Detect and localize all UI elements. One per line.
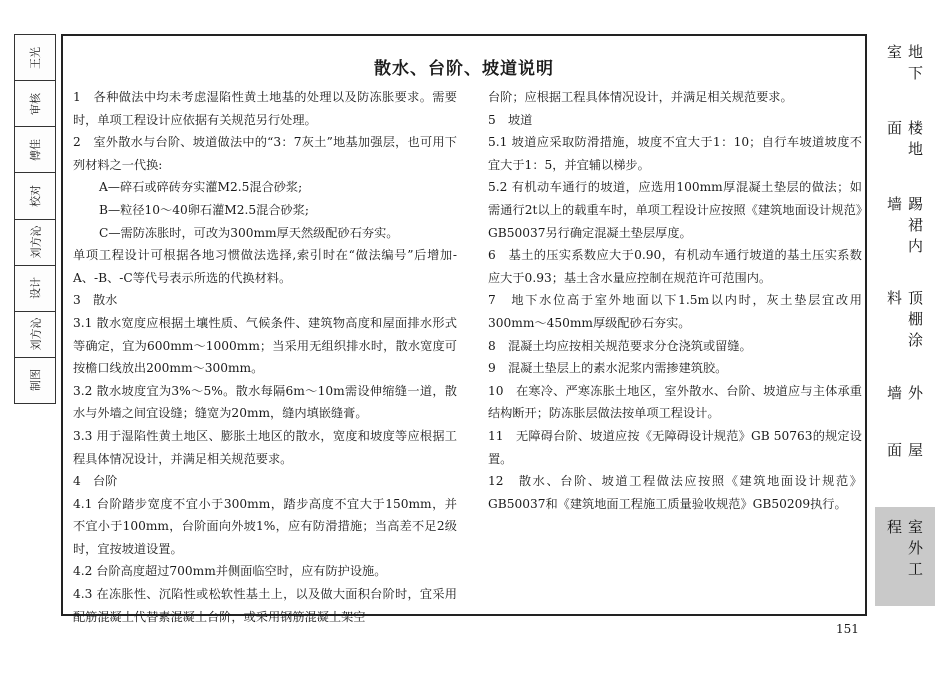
signoff-label: 刘方沁 [29,225,42,259]
section-heading: 4 台阶 [73,474,118,489]
paragraph: C—需防冻胀时，可改为300mm厚天然级配砂石夯实。 [99,225,399,240]
paragraph: 8 混凝土均应按相关规范要求分仓浇筑或留缝。 [488,338,752,353]
tab-basement[interactable]: 地下室 [885,44,924,86]
paragraph: 2 室外散水与台阶、坡道做法中的“3：7灰土”地基加强层，也可用下列材料之一代换: [73,135,457,172]
paragraph: B—粒径10～40卵石灌M2.5混合砂浆; [99,202,310,217]
signoff-label: 设计 [29,277,42,300]
paragraph: 3.2 散水坡度宜为3%～5%。散水每隔6m～10m需设伸缩缝一道，散水与外墙之间宜设缝；缝宽为20mm，缝内填嵌缝膏。 [73,383,457,421]
signoff-cell [15,81,55,127]
tab-skirting-interior-walls[interactable]: 踢裙内墙 [885,195,924,259]
paragraph: 10 在寒冷、严寒冻胀土地区，室外散水、台阶、坡道应与主体承重结构断开；防冻胀层做法按单项工程设计。 [488,383,862,421]
signoff-strip [14,34,56,404]
paragraph: 7 地下水位高于室外地面以下1.5m以内时，灰土垫层宜改用300mm～450mm厚级配砂石夯实。 [488,293,862,330]
paragraph: 6 基土的压实系数应大于0.90，有机动车通行坡道的基土压实系数应大于0.93；基土含水量应控制在规范许可范围内。 [488,248,862,285]
left-column [73,86,457,628]
section-heading: 5 坡道 [488,112,533,127]
signoff-label: 校对 [29,184,42,207]
signoff-label: 王光 [29,46,42,69]
signoff-cell [15,358,55,403]
page-number: 151 [836,622,859,636]
tab-ceiling-coatings[interactable]: 顶棚涂料 [885,290,924,354]
section-heading: 3 散水 [73,293,118,308]
tab-exterior-walls[interactable]: 外墙 [885,384,924,406]
paragraph: A—碎石或碎砖夯实灌M2.5混合砂浆; [99,180,303,195]
tab-exterior-works[interactable]: 室外工程 [875,507,935,606]
tab-roof[interactable]: 屋面 [885,442,924,464]
right-column [488,86,862,515]
paragraph: 4.1 台阶踏步宽度不宜小于300mm，踏步高度不宜大于150mm，并不宜小于100mm，台阶面向外坡1%，应有防滑措施；当高差不足2级时，宜按坡道设置。 [73,496,457,556]
signoff-label: 制图 [29,369,42,392]
paragraph: 单项工程设计可根据各地习惯做法选择,索引时在“做法编号”后增加-A、-B、-C等代号表示所选的代换材料。 [73,248,457,285]
paragraph: 1 各种做法中均未考虑湿陷性黄土地基的处理以及防冻胀要求。需要时，单项工程设计应依据有关规范另行处理。 [73,90,457,127]
paragraph: 9 混凝土垫层上的素水泥浆内需掺建筑胶。 [488,361,728,376]
signoff-cell [15,312,55,358]
document-frame [61,34,867,624]
paragraph: 12 散水、台阶、坡道工程做法应按照《建筑地面设计规范》GB50037和《建筑地面工程施工质量验收规范》GB50209执行。 [488,474,862,511]
chapter-tabs [870,34,940,616]
page-title: 散水、台阶、坡道说明 [374,59,554,79]
signoff-cell [15,127,55,173]
tab-floors[interactable]: 楼地面 [885,119,924,162]
paragraph: 3.3 用于湿陷性黄土地区、膨胀土地区的散水，宽度和坡度等应根据工程具体情况设计，并满足相关规范要求。 [73,428,457,466]
paragraph: 3.1 散水宽度应根据土壤性质、气候条件、建筑物高度和屋面排水形式等确定，宜为600mm～1000mm；当采用无组织排水时，散水宽度可按檐口线放出200mm～300mm。 [73,315,457,376]
signoff-label: 刘方沁 [29,317,42,351]
signoff-cell [15,173,55,219]
paragraph: 台阶；应根据工程具体情况设计，并满足相关规范要求。 [488,90,793,104]
paragraph: 5.2 有机动车通行的坡道，应选用100mm厚混凝土垫层的做法；如需通行2t以上的载重车时，单项工程设计应按照《建筑地面设计规范》GB50037另行确定混凝土垫层厚度。 [488,180,862,240]
signoff-cell [15,220,55,266]
signoff-label: 傅佳 [29,138,42,161]
signoff-cell [15,266,55,312]
paragraph: 4.2 台阶高度超过700mm并侧面临空时，应有防护设施。 [73,564,387,579]
signoff-cell [15,35,55,81]
paragraph: 5.1 坡道应采取防滑措施，坡度不宜大于1：10；自行车坡道坡度不宜大于1：5，并宜辅以梯步。 [488,135,862,172]
paragraph: 4.3 在冻胀性、沉陷性或松软性基土上，以及做大面积台阶时，宜采用配筋混凝土代替素混凝土台阶，或采用钢筋混凝土架空 [73,587,457,624]
signoff-label: 审核 [29,92,42,115]
paragraph: 11 无障碍台阶、坡道应按《无障碍设计规范》GB 50763的规定设置。 [488,428,862,466]
